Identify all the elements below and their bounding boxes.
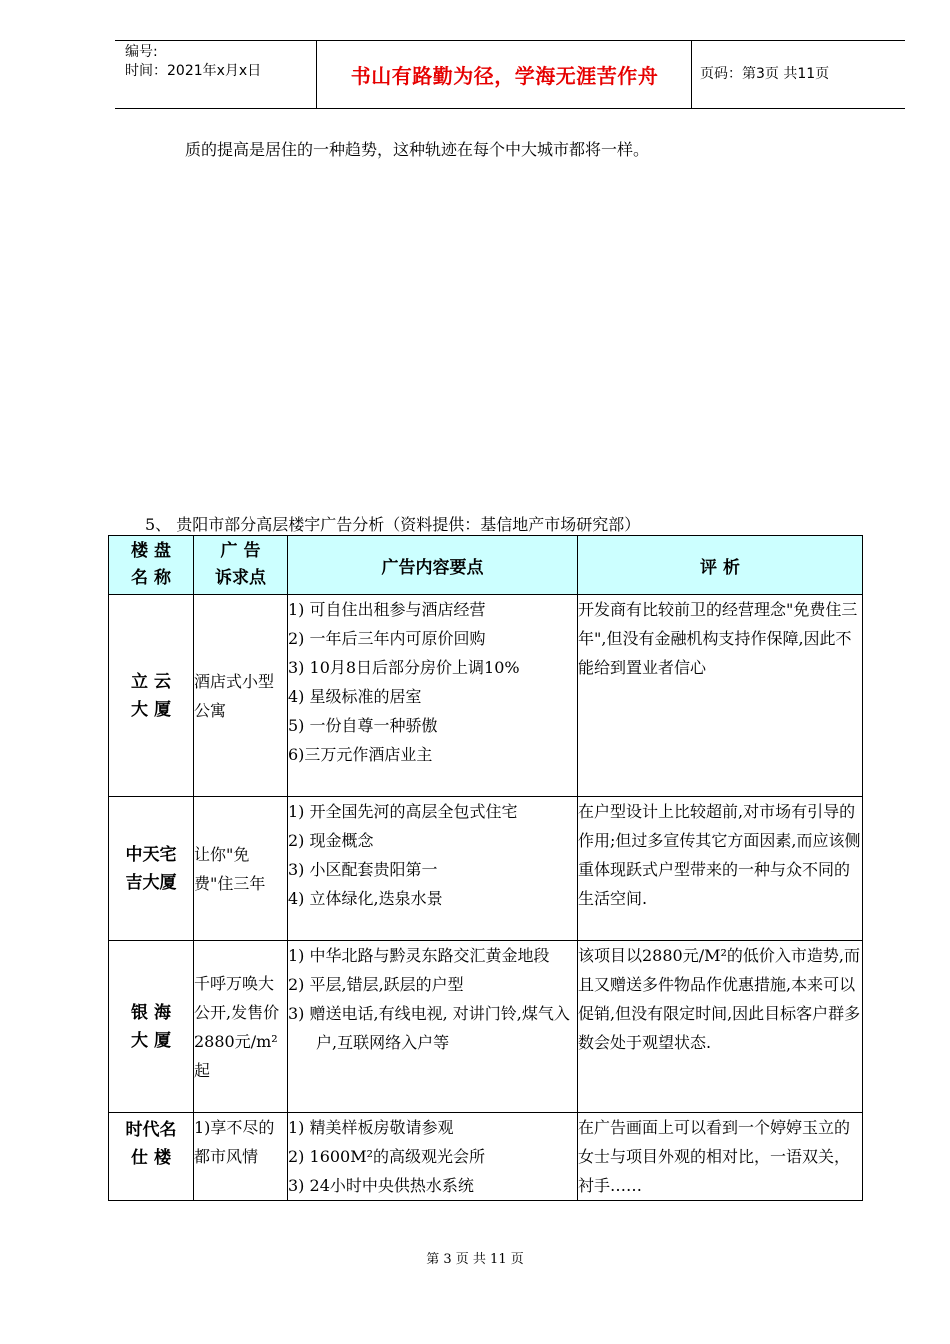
- header-text: 名 称: [131, 568, 171, 588]
- header-text: 楼 盘: [131, 541, 171, 561]
- building-name: [109, 595, 194, 797]
- ad-point: 2) 现金概念: [288, 831, 374, 850]
- header-meta: [125, 43, 261, 81]
- ad-point: 2) 1600M²的高级观光会所: [288, 1147, 486, 1166]
- header-building-name: [109, 536, 194, 595]
- ad-point: 6)三万元作酒店业主: [288, 745, 433, 764]
- ad-points: [288, 797, 578, 941]
- table-row: [109, 941, 863, 1113]
- ad-appeal: 酒店式小型公寓: [194, 595, 288, 797]
- ad-point: 1) 开全国先河的高层全包式住宅: [288, 802, 518, 821]
- header-text: 广 告: [220, 541, 261, 561]
- building-name-text: 大 厦: [131, 1030, 171, 1051]
- ad-point: 3) 小区配套贵阳第一: [288, 860, 438, 879]
- building-name-text: 时代名: [125, 1120, 177, 1140]
- building-name: [109, 797, 194, 941]
- ad-point: 2) 一年后三年内可原价回购: [288, 629, 486, 648]
- section-title: 5、 贵阳市部分高层楼宇广告分析（资料提供：基信地产市场研究部）: [145, 515, 641, 534]
- code-label: 编号:: [125, 44, 158, 60]
- header-text: 诉求点: [215, 568, 266, 588]
- review-text: 开发商有比较前卫的经营理念"免费住三年",但没有金融机构支持作保障,因此不能给到置业者信心: [578, 595, 863, 797]
- page-header: [115, 40, 905, 109]
- header-page-number: 页码：第3页 共11页: [700, 66, 830, 82]
- review-text: 在户型设计上比较超前,对市场有引导的作用;但过多宣传其它方面因素,而应该侧重体现跃式户型带来的一种与众不同的生活空间.: [578, 797, 863, 941]
- time-label: 时间：2021年x月x日: [125, 63, 262, 79]
- ad-point: 3) 10月8日后部分房价上调10%: [288, 658, 520, 677]
- ad-appeal: 1)享不尽的都市风情: [194, 1113, 288, 1201]
- review-text: 在广告画面上可以看到一个婷婷玉立的女士与项目外观的相对比，一语双关，衬手……: [578, 1113, 863, 1201]
- table-header-row: [109, 536, 863, 595]
- ad-points: [288, 595, 578, 797]
- table-row: [109, 797, 863, 941]
- building-name-text: 仕 楼: [131, 1148, 171, 1168]
- ad-point: 4) 立体绿化,迭泉水景: [288, 889, 443, 908]
- header-divider: [316, 41, 317, 108]
- building-name-text: 立 云: [131, 671, 171, 692]
- ad-appeal: 让你"免费"住三年: [194, 797, 288, 941]
- body-paragraph: 质的提高是居住的一种趋势，这种轨迹在每个中大城市都将一样。: [185, 140, 650, 159]
- building-name-text: 银 海: [131, 1002, 171, 1023]
- ad-appeal: 千呼万唤大公开,发售价2880元/m²起: [194, 941, 288, 1113]
- header-divider: [691, 41, 692, 108]
- ad-point: 1) 可自住出租参与酒店经营: [288, 600, 486, 619]
- building-name-text: 吉大厦: [125, 872, 177, 893]
- ad-point: 4) 星级标准的居室: [288, 687, 422, 706]
- ad-point: 2) 平层,错层,跃层的户型: [288, 975, 464, 994]
- ad-analysis-table: [108, 535, 863, 1201]
- page-footer: 第 3 页 共 11 页: [426, 1252, 524, 1267]
- table-row: [109, 1113, 863, 1201]
- ad-points: [288, 941, 578, 1113]
- building-name: [109, 1113, 194, 1201]
- building-name-text: 中天宅: [125, 844, 177, 865]
- ad-point: 5) 一份自尊一种骄傲: [288, 716, 438, 735]
- table-row: [109, 595, 863, 797]
- header-ad-appeal: [194, 536, 288, 595]
- review-text: 该项目以2880元/M²的低价入市造势,而且又赠送多件物品作优惠措施,本来可以促销,但没有限定时间,因此目标客户群多数会处于观望状态.: [578, 941, 863, 1113]
- header-motto: 书山有路勤为径，学海无涯苦作舟: [350, 64, 659, 88]
- header-ad-content: 广告内容要点: [288, 536, 578, 595]
- ad-point: 3) 24小时中央供热水系统: [288, 1176, 474, 1195]
- building-name: [109, 941, 194, 1113]
- ad-points: [288, 1113, 578, 1201]
- building-name-text: 大 厦: [131, 699, 171, 720]
- ad-point: 3) 赠送电话,有线电视, 对讲门铃,煤气入户,互联网络入户等: [288, 1004, 570, 1052]
- header-review: 评 析: [578, 536, 863, 595]
- ad-point: 1) 精美样板房敬请参观: [288, 1118, 454, 1137]
- ad-point: 1) 中华北路与黔灵东路交汇黄金地段: [288, 946, 550, 965]
